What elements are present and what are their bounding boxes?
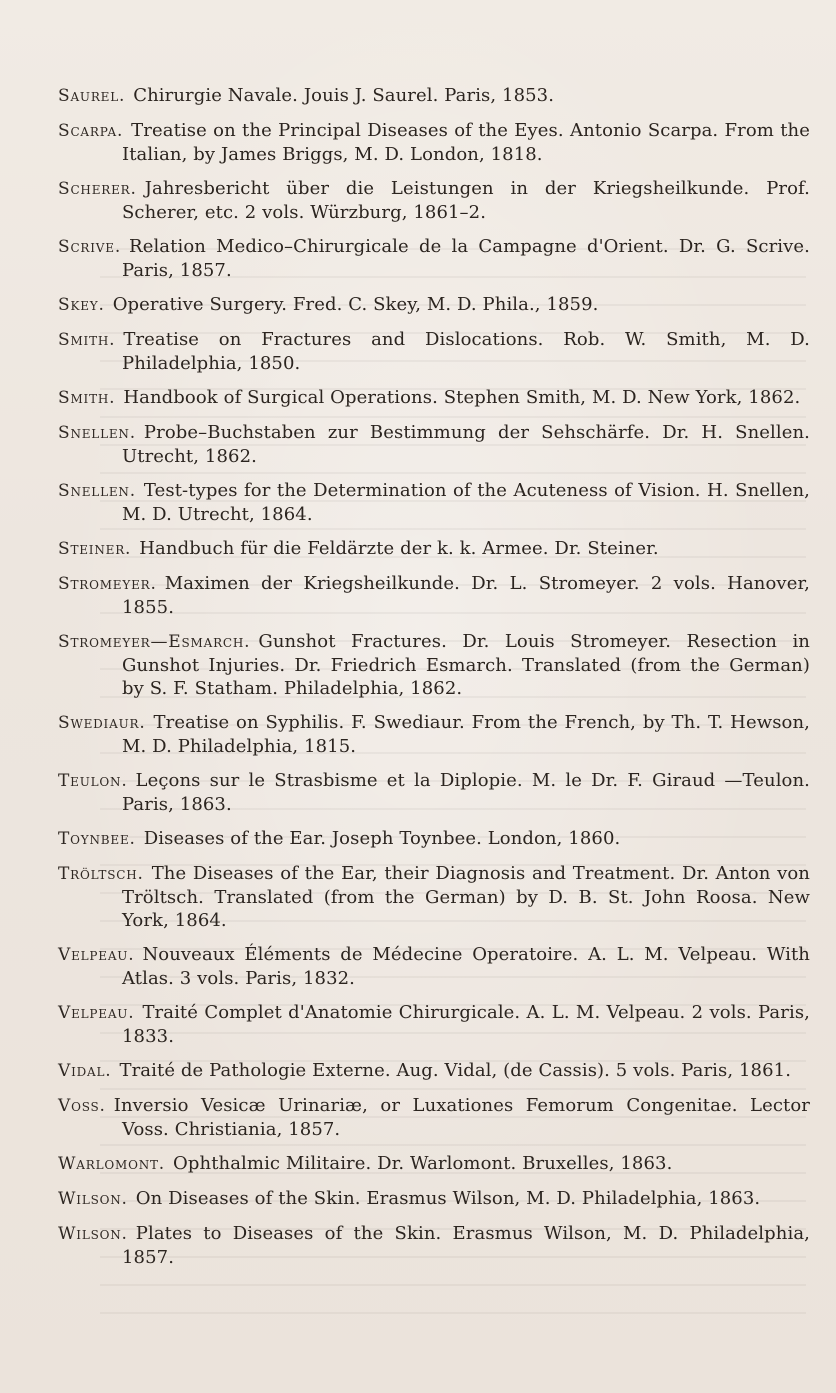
bibliography-entry xyxy=(58,769,810,816)
bibliography-entry xyxy=(58,572,810,619)
entry-text: Treatise on Syphilis. F. Swediaur. From the French, by Th. T. Hewson, M. D. Philadelphia, 1815. xyxy=(122,712,810,757)
entry-text: On Diseases of the Skin. Erasmus Wilson, M. D. Philadelphia, 1863. xyxy=(135,1188,761,1209)
author-name: Scarpa. xyxy=(58,121,124,141)
bibliography-entry xyxy=(58,293,810,317)
bibliography-entry xyxy=(58,537,810,561)
entry-text: Traité Complet d'Anatomie Chirurgicale. A. L. M. Velpeau. 2 vols. Paris, 1833. xyxy=(122,1002,810,1047)
author-name: Voss. xyxy=(58,1096,106,1116)
entry-text: Jahresbericht über die Leistungen in der Kriegsheilkunde. Prof. Scherer, etc. 2 vols. Würzburg, 1861–2. xyxy=(122,178,810,223)
bibliography-entry xyxy=(58,328,810,375)
bibliography-entry xyxy=(58,119,810,166)
entry-text: Nouveaux Éléments de Médecine Operatoire. A. L. M. Velpeau. With Atlas. 3 vols. Paris, 1832. xyxy=(122,944,810,989)
entry-text: The Diseases of the Ear, their Diagnosis and Treatment. Dr. Anton von Tröltsch. Translated (from the German) by D. B. St. John Roosa. New York, 1864. xyxy=(122,863,810,931)
bibliography-entry xyxy=(58,84,810,108)
author-name: Tröltsch. xyxy=(58,864,144,884)
author-name: Steiner. xyxy=(58,539,132,559)
entry-text: Inversio Vesicæ Urinariæ, or Luxationes Femorum Congenitae. Lector Voss. Christiania, 1857. xyxy=(113,1095,810,1140)
bibliography-entry xyxy=(58,943,810,990)
bibliography-entry xyxy=(58,630,810,700)
author-name: Scherer. xyxy=(58,179,137,199)
entry-text: Treatise on the Principal Diseases of the Eyes. Antonio Scarpa. From the Italian, by James Briggs, M. D. London, 1818. xyxy=(122,120,810,165)
author-name: Teulon. xyxy=(58,771,128,791)
bibliography-entry xyxy=(58,1222,810,1269)
bibliography-entry xyxy=(58,235,810,282)
author-name: Smith. xyxy=(58,388,116,408)
bibliography-entry xyxy=(58,711,810,758)
author-name: Skey. xyxy=(58,295,105,315)
author-name: Snellen. xyxy=(58,423,136,443)
bibliography-entry xyxy=(58,1187,810,1211)
bibliography-entry xyxy=(58,827,810,851)
entry-text: Gunshot Fractures. Dr. Louis Stromeyer. Resection in Gunshot Injuries. Dr. Friedrich Esmarch. Translated (from the German) by S. F. Statham. Philadelphia, 1862. xyxy=(122,631,810,699)
entry-text: Handbuch für die Feldärzte der k. k. Armee. Dr. Steiner. xyxy=(139,538,659,559)
entry-text: Traité de Pathologie Externe. Aug. Vidal, (de Cassis). 5 vols. Paris, 1861. xyxy=(119,1060,792,1081)
author-name: Snellen. xyxy=(58,481,136,501)
author-name: Warlomont. xyxy=(58,1154,166,1174)
entry-text: Maximen der Kriegsheilkunde. Dr. L. Stromeyer. 2 vols. Hanover, 1855. xyxy=(122,573,810,618)
entry-text: Handbook of Surgical Operations. Stephen Smith, M. D. New York, 1862. xyxy=(123,387,801,408)
bibliography-list xyxy=(58,84,810,1280)
author-name: Wilson. xyxy=(58,1189,128,1209)
entry-text: Operative Surgery. Fred. C. Skey, M. D. Phila., 1859. xyxy=(112,294,599,315)
entry-text: Plates to Diseases of the Skin. Erasmus Wilson, M. D. Philadelphia, 1857. xyxy=(122,1223,810,1268)
entry-text: Diseases of the Ear. Joseph Toynbee. London, 1860. xyxy=(143,828,621,849)
entry-text: Leçons sur le Strasbisme et la Diplopie. M. le Dr. F. Giraud —Teulon. Paris, 1863. xyxy=(122,770,810,815)
bibliography-entry xyxy=(58,1059,810,1083)
author-name: Scrive. xyxy=(58,237,122,257)
author-name: Toynbee. xyxy=(58,829,136,849)
entry-text: Test-types for the Determination of the Acuteness of Vision. H. Snellen, M. D. Utrecht, 1864. xyxy=(122,480,810,525)
bibliography-entry xyxy=(58,1094,810,1141)
author-name: Swediaur. xyxy=(58,713,146,733)
entry-text: Chirurgie Navale. Jouis J. Saurel. Paris, 1853. xyxy=(133,85,555,106)
entry-text: Treatise on Fractures and Dislocations. Rob. W. Smith, M. D. Philadelphia, 1850. xyxy=(122,329,810,374)
author-name: Stromeyer—Esmarch. xyxy=(58,632,251,652)
author-name: Stromeyer. xyxy=(58,574,157,594)
bibliography-entry xyxy=(58,479,810,526)
bibliography-entry xyxy=(58,421,810,468)
author-name: Velpeau. xyxy=(58,1003,135,1023)
bibliography-entry xyxy=(58,386,810,410)
author-name: Wilson. xyxy=(58,1224,128,1244)
author-name: Smith. xyxy=(58,330,116,350)
bibliography-entry xyxy=(58,1001,810,1048)
bibliography-entry xyxy=(58,1152,810,1176)
author-name: Saurel. xyxy=(58,86,126,106)
bibliography-entry xyxy=(58,177,810,224)
author-name: Vidal. xyxy=(58,1061,112,1081)
entry-text: Probe–Buchstaben zur Bestimmung der Sehschärfe. Dr. H. Snellen. Utrecht, 1862. xyxy=(122,422,810,467)
bibliography-entry xyxy=(58,862,810,932)
entry-text: Relation Medico–Chirurgicale de la Campagne d'Orient. Dr. G. Scrive. Paris, 1857. xyxy=(122,236,810,281)
author-name: Velpeau. xyxy=(58,945,135,965)
entry-text: Ophthalmic Militaire. Dr. Warlomont. Bruxelles, 1863. xyxy=(173,1153,673,1174)
